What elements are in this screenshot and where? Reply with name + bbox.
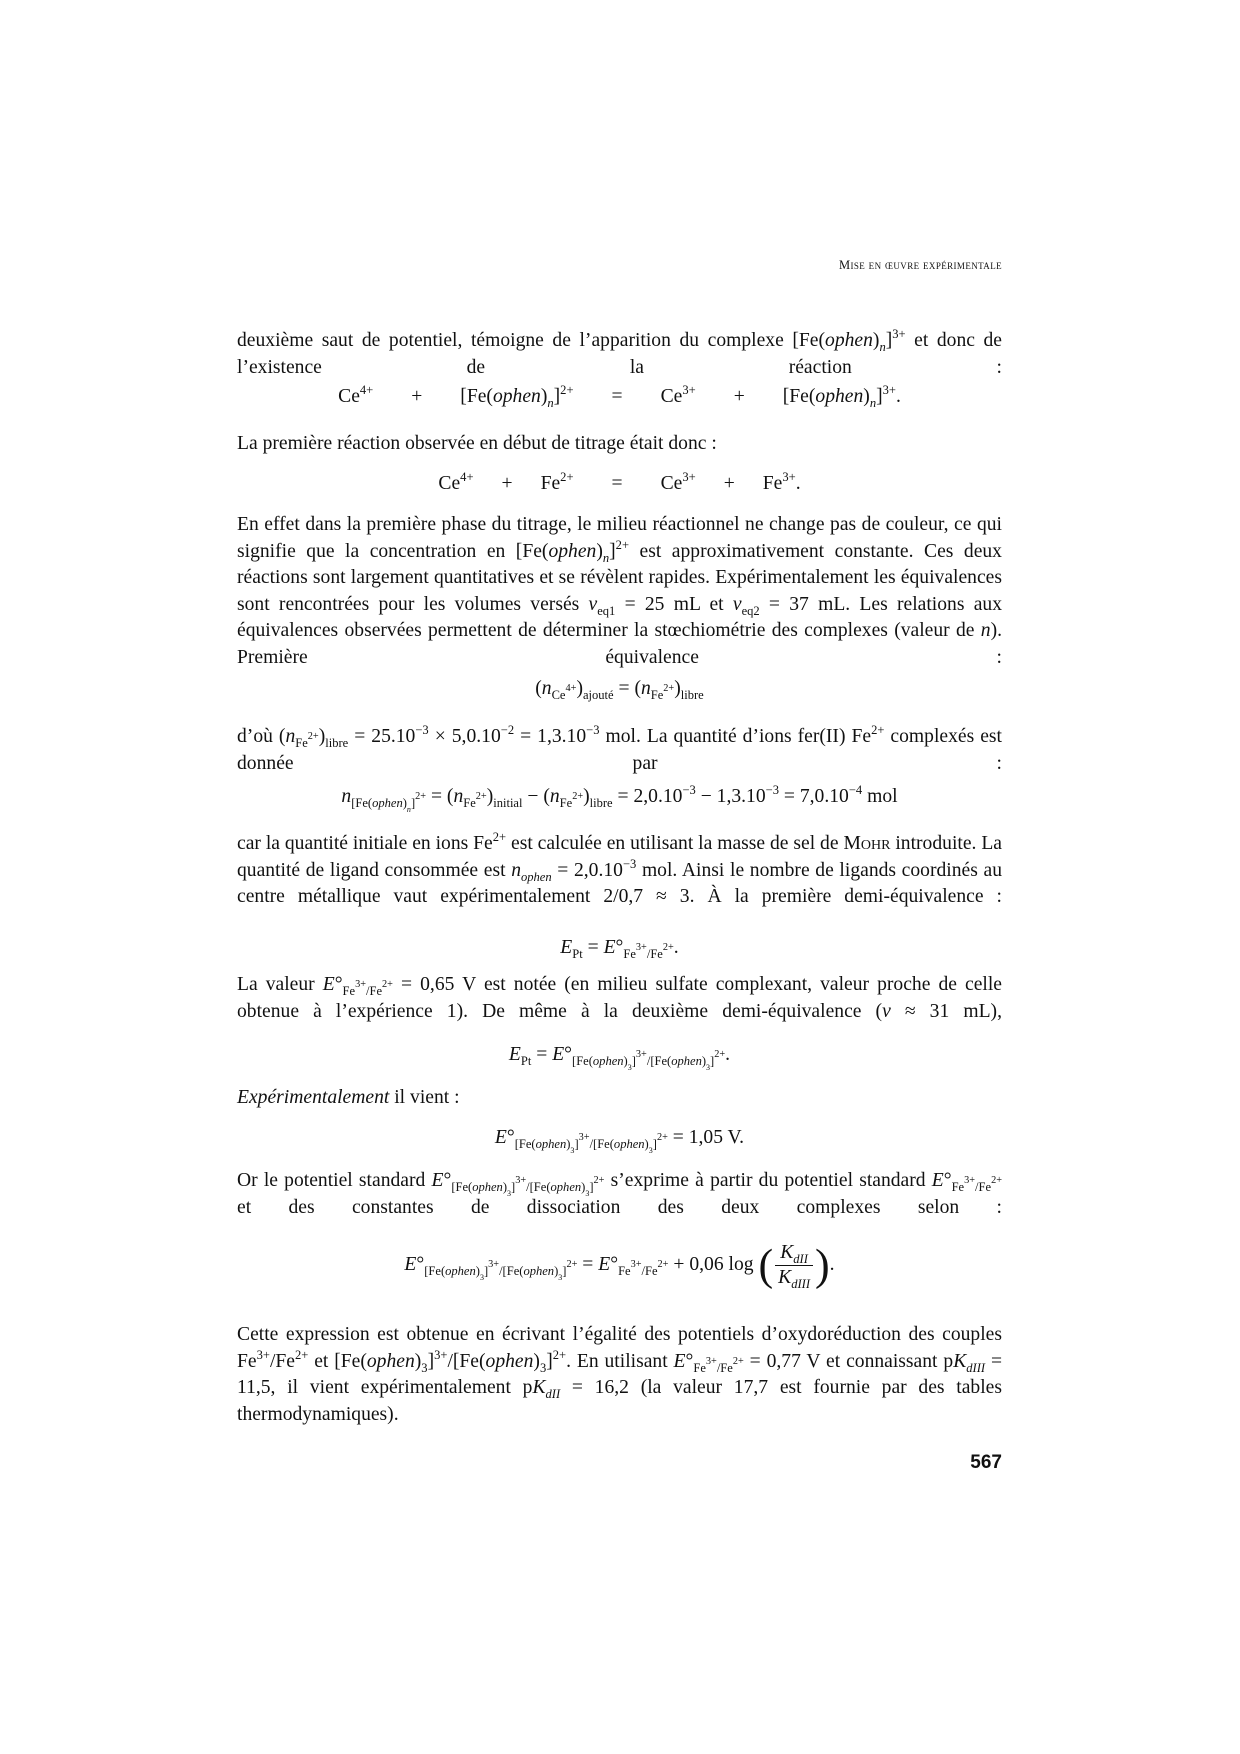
page-number: 567 [970, 1452, 1002, 1473]
equation-6: $E_{Pt} = E^\circ_{[Fe(ophen)_3]^{3+}/[Fe(ophen)_3]^{2+}}$. [508, 1044, 731, 1072]
equation-7: $E^\circ_{[Fe(ophen)_3]^{3+}/[Fe(ophen)_3]^{2+}} = 1,05$ V. [494, 1127, 745, 1155]
paragraph-3: En effet dans la première phase du titrage, le milieu réactionnel ne change pas de couleur, ce qui signifie que la concentration en $[Fe(ophen)_n]^{2+}$ est approximativement constante. Ces deux réactions sont largement quantitatives et se révèlent rapides. Expérimentalement les équivalences sont rencontrées pour les volumes versés $v_{eq1} = 25$ mL et $v_{eq2} = 37$ mL. Les relations aux équivalences observées permettent de déterminer la stœchiométrie des complexes (valeur de n). Première équivalence : [237, 514, 1002, 668]
fraction-kd: $\frac{K_{dII}}{K_{dIII}}$ [775, 1242, 813, 1289]
paragraph-7: Expérimentalement il vient : [237, 1087, 460, 1108]
equation-8: $E^\circ_{[Fe(ophen)_3]^{3+}/[Fe(ophen)_3]^{2+}} = E^\circ_{Fe^{3+}/Fe^{2+}} + 0,06$ log ( $\frac{K_{dII}}{K_{dIII}}$ ). [404, 1240, 835, 1291]
paragraph-4: d’où $(n_{Fe^{2+}})_{libre} = 25.10^{-3} \times 5,0.10^{-2} = 1,3.10^{-3}$ mol. La quantité d’ions fer(II) $Fe^{2+}$ complexés est donnée par : [237, 723, 1002, 774]
paragraph-1: deuxième saut de potentiel, témoigne de l’apparition du complexe $[Fe(ophen)_n]^{3+}$ et donc de l’existence de la réaction : [237, 327, 1003, 378]
paragraph-9: Cette expression est obtenue en écrivant l’égalité des potentiels d’oxydoréduction des couples $Fe^{3+}/Fe^{2+}$ et $[Fe(ophen)_3]^{3+}/[Fe(ophen)_3]^{2+}$. En utilisant $E^\circ_{Fe^{3+}/Fe^{2+}} = 0,77$ V et connaissant $pK_{dIII} = 11,5$, il vient expérimentalement $pK_{dII} = 16,2$ (la valeur 17,7 est fournie par des tables thermodynamiques). [237, 1324, 1002, 1425]
equation-4: $n_{[Fe(ophen)_n]^{2+}} = (n_{Fe^{2+}})_{initial} - (n_{Fe^{2+}})_{libre} = 2,0.10^{-3} - 1,3.10^{-3} = 7,0.10^{-4}$ mol [341, 783, 898, 814]
paragraph-8: Or le potentiel standard $E^\circ_{[Fe(ophen)_3]^{3+}/[Fe(ophen)_3]^{2+}}$ s’exprime à partir du potentiel standard $E^\circ_{Fe^{3+}/Fe^{2+}}$ et des constantes de dissociation des deux complexes selon : [237, 1170, 1002, 1218]
equation-2: $Ce^{4+} + Fe^{2+} = Ce^{3+} + Fe^{3+}$. [438, 470, 801, 494]
paragraph-6: La valeur $E^\circ_{Fe^{3+}/Fe^{2+}} = 0,65$ V est notée (en milieu sulfate complexant, valeur proche de celle obtenue à l’expérience 1). De même à la deuxième demi-équivalence (v ≈ 31 mL), [237, 974, 1002, 1022]
equation-5: $E_{Pt} = E^\circ_{Fe^{3+}/Fe^{2+}}$. [560, 937, 679, 961]
running-header: Mise en œuvre expérimentale [838, 258, 1002, 272]
equation-1: $Ce^{4+}$ + $[Fe(ophen)_n]^{2+} = Ce^{3+}$ + $[Fe(ophen)_n]^{3+}$. [338, 383, 901, 410]
paragraph-2: La première réaction observée en début de titrage était donc : [237, 433, 717, 454]
paragraph-5: car la quantité initiale en ions $Fe^{2+}$ est calculée en utilisant la masse de sel de Mohr introduite. La quantité de ligand consommée est $n_{ophen} = 2,0.10^{-3}$ mol. Ainsi le nombre de ligands coordinés au centre métallique vaut expérimentalement 2/0,7 ≈ 3. À la première demi-équivalence : [237, 830, 1002, 907]
equation-3: $(n_{Ce^{4+}})_{ajouté} = (n_{Fe^{2+}})_{libre}$ [535, 678, 704, 702]
